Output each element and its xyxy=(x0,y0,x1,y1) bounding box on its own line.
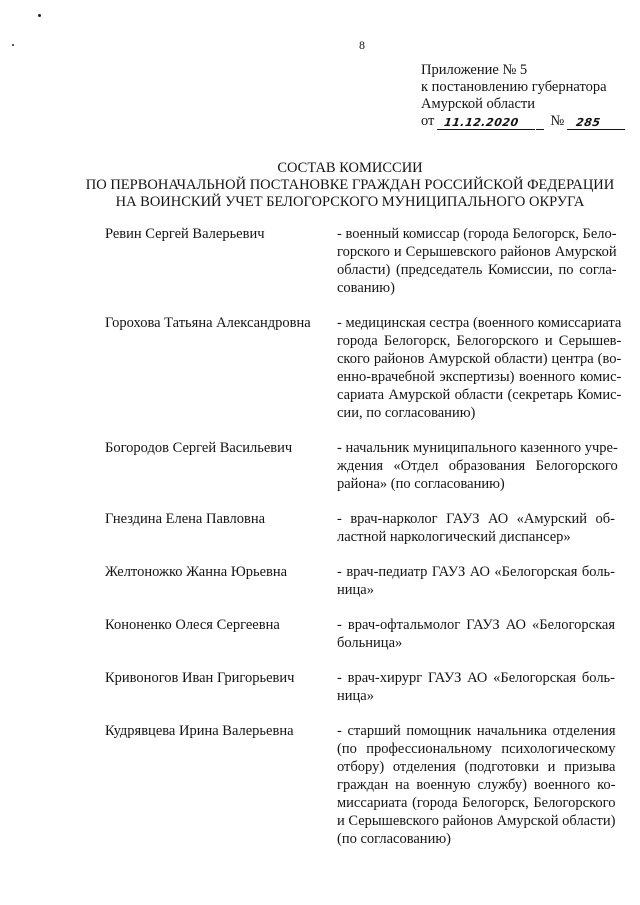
member-role xyxy=(337,669,615,705)
member-row xyxy=(105,722,615,848)
member-role-line: больница» xyxy=(337,635,403,651)
member-role xyxy=(337,722,615,848)
member-row xyxy=(105,314,622,422)
member-role-line: (по профессиональному психологическому xyxy=(337,741,616,757)
title-line: СОСТАВ КОМИССИИ xyxy=(277,160,423,176)
member-role-line: - врач-педиатр ГАУЗ АО «Белогорская боль- xyxy=(337,564,615,580)
member-row xyxy=(105,225,615,297)
member-role-line: - военный комиссар (города Белогорск, Бело- xyxy=(337,226,617,242)
appendix-block xyxy=(421,62,631,130)
member-role xyxy=(337,563,615,599)
member-name: Желтоножко Жанна Юрьевна xyxy=(105,564,288,580)
handwritten-date: 11.12.2020 xyxy=(437,116,537,130)
member-role xyxy=(337,510,615,546)
member-role xyxy=(337,314,621,422)
member-role-line: граждан на военную службу) военного ко- xyxy=(337,777,616,793)
member-name: Ревин Сергей Валерьевич xyxy=(105,226,265,242)
member-name: Кононенко Олеся Сергеевна xyxy=(105,617,280,633)
member-row xyxy=(105,510,615,546)
member-role-line: ждения «Отдел образования Белогорского xyxy=(337,458,618,474)
title-line: ПО ПЕРВОНАЧАЛЬНОЙ ПОСТАНОВКЕ ГРАЖДАН РОССИЙСКОЙ ФЕДЕРАЦИИ xyxy=(85,177,615,193)
handwritten-number: 285 xyxy=(567,116,627,130)
member-role-line: (по согласованию) xyxy=(337,831,451,847)
member-role-line: - старший помощник начальника отделения xyxy=(337,723,616,739)
member-role-line: ского районов Амурской области) центра (во- xyxy=(337,351,622,367)
member-role-line: и Серышевского районов Амурской области) xyxy=(337,813,616,829)
scan-speck xyxy=(38,14,41,17)
title-line: НА ВОИНСКИЙ УЧЕТ БЕЛОГОРСКОГО МУНИЦИПАЛЬНОГО ОКРУГА xyxy=(115,194,585,210)
member-row xyxy=(105,439,618,493)
member-role xyxy=(337,616,615,652)
member-role-line: сованию) xyxy=(337,280,395,296)
member-role-line: отбору) отделения (подготовки и призыва xyxy=(337,759,616,775)
member-role-line: города Белогорск, Белогорского и Серышев- xyxy=(337,333,622,349)
decree-date-number-line xyxy=(421,113,631,130)
member-role-line: - врач-нарколог ГАУЗ АО «Амурский об- xyxy=(337,511,615,527)
member-role-line: горского и Серышевского районов Амурской xyxy=(337,244,617,260)
commission-member-list xyxy=(105,225,622,865)
member-name: Кудрявцева Ирина Валерьевна xyxy=(105,723,294,739)
member-role-line: ница» xyxy=(337,688,374,704)
member-row xyxy=(105,616,615,652)
appendix-line: Приложение № 5 xyxy=(421,62,528,78)
member-name: Горохова Татьяна Александровна xyxy=(105,315,311,331)
member-row xyxy=(105,563,615,599)
member-role-line: - начальник муниципального казенного учре- xyxy=(337,440,618,456)
member-role xyxy=(337,439,618,493)
member-role xyxy=(337,225,617,297)
page-number: 8 xyxy=(359,38,365,52)
member-role-line: енно-врачебной экспертизы) военного комис- xyxy=(337,369,622,385)
member-role-line: - врач-хирург ГАУЗ АО «Белогорская боль- xyxy=(337,670,615,686)
member-role-line: ластной наркологический диспансер» xyxy=(337,529,571,545)
member-role-line: - медицинская сестра (военного комиссариата xyxy=(337,315,622,331)
document-title xyxy=(60,160,640,211)
date-prefix: от xyxy=(421,113,435,129)
member-role-line: ница» xyxy=(337,582,374,598)
member-name: Кривоногов Иван Григорьевич xyxy=(105,670,295,686)
appendix-line: к постановлению губернатора xyxy=(421,79,607,95)
member-row xyxy=(105,669,615,705)
member-name: Богородов Сергей Васильевич xyxy=(105,440,293,456)
appendix-line: Амурской области xyxy=(421,96,535,112)
member-role-line: миссариата (города Белогорск, Белогорского xyxy=(337,795,616,811)
member-role-line: сии, по согласованию) xyxy=(337,405,476,421)
member-name: Гнездина Елена Павловна xyxy=(105,511,266,527)
member-role-line: сариата Амурской области (секретарь Комис- xyxy=(337,387,622,403)
member-role-line: области) (председатель Комиссии, по согла- xyxy=(337,262,617,278)
member-role-line: района» (по согласованию) xyxy=(337,476,505,492)
number-prefix: № xyxy=(550,113,565,129)
member-role-line: - врач-офтальмолог ГАУЗ АО «Белогорская xyxy=(337,617,615,633)
underline-gap xyxy=(536,129,544,130)
scan-speck xyxy=(12,44,14,46)
